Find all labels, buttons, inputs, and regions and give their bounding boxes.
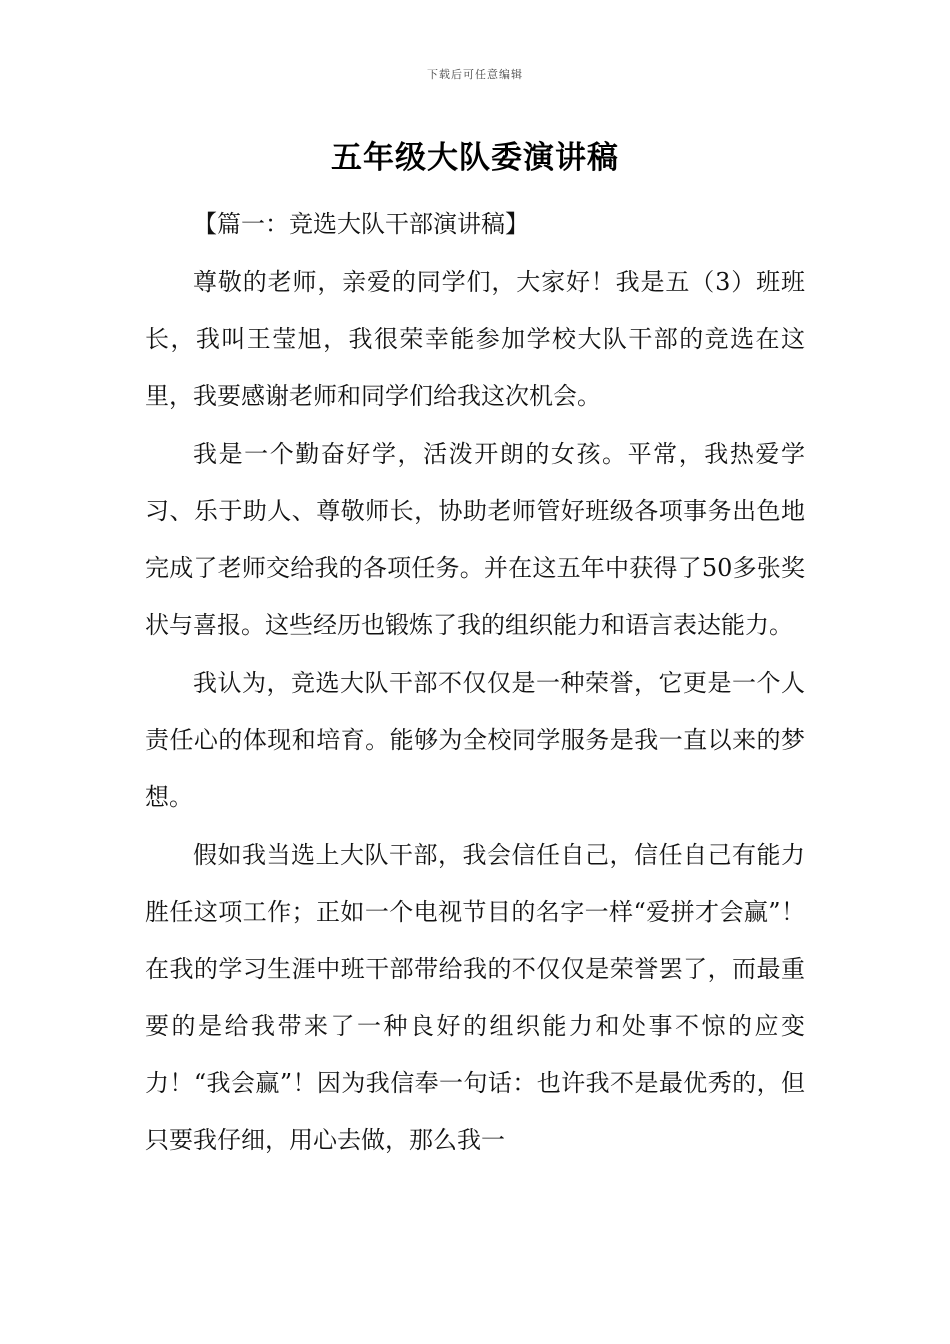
- header-note: 下载后可任意编辑: [427, 68, 523, 81]
- paragraph-2: 我是一个勤奋好学，活泼开朗的女孩。平常，我热爱学习、乐于助人、尊敬师长，协助老师管好班级各项事务出色地完成了老师交给我的各项任务。并在这五年中获得了50多张奖状与喜报。这些经历也锻炼了我的组织能力和语言表达能力。: [145, 440, 805, 639]
- document-body: [145, 196, 805, 1170]
- paragraph-3: 我认为，竞选大队干部不仅仅是一种荣誉，它更是一个人责任心的体现和培育。能够为全校同学服务是我一直以来的梦想。: [145, 669, 805, 811]
- paragraph-4: 假如我当选上大队干部，我会信任自己，信任自己有能力胜任这项工作；正如一个电视节目的名字一样“爱拼才会赢”！在我的学习生涯中班干部带给我的不仅仅是荣誉罢了，而最重要的是给我带来了一种良好的组织能力和处事不惊的应变力！“我会赢”！因为我信奉一句话：也许我不是最优秀的，但只要我仔细，用心去做，那么我一: [145, 841, 805, 1154]
- paragraph-1: 尊敬的老师，亲爱的同学们，大家好！我是五（3）班班长，我叫王莹旭，我很荣幸能参加学校大队干部的竞选在这里，我要感谢老师和同学们给我这次机会。: [145, 268, 805, 410]
- section-heading: 【篇一：竞选大队干部演讲稿】: [193, 210, 529, 238]
- document-title: 五年级大队委演讲稿: [331, 140, 619, 176]
